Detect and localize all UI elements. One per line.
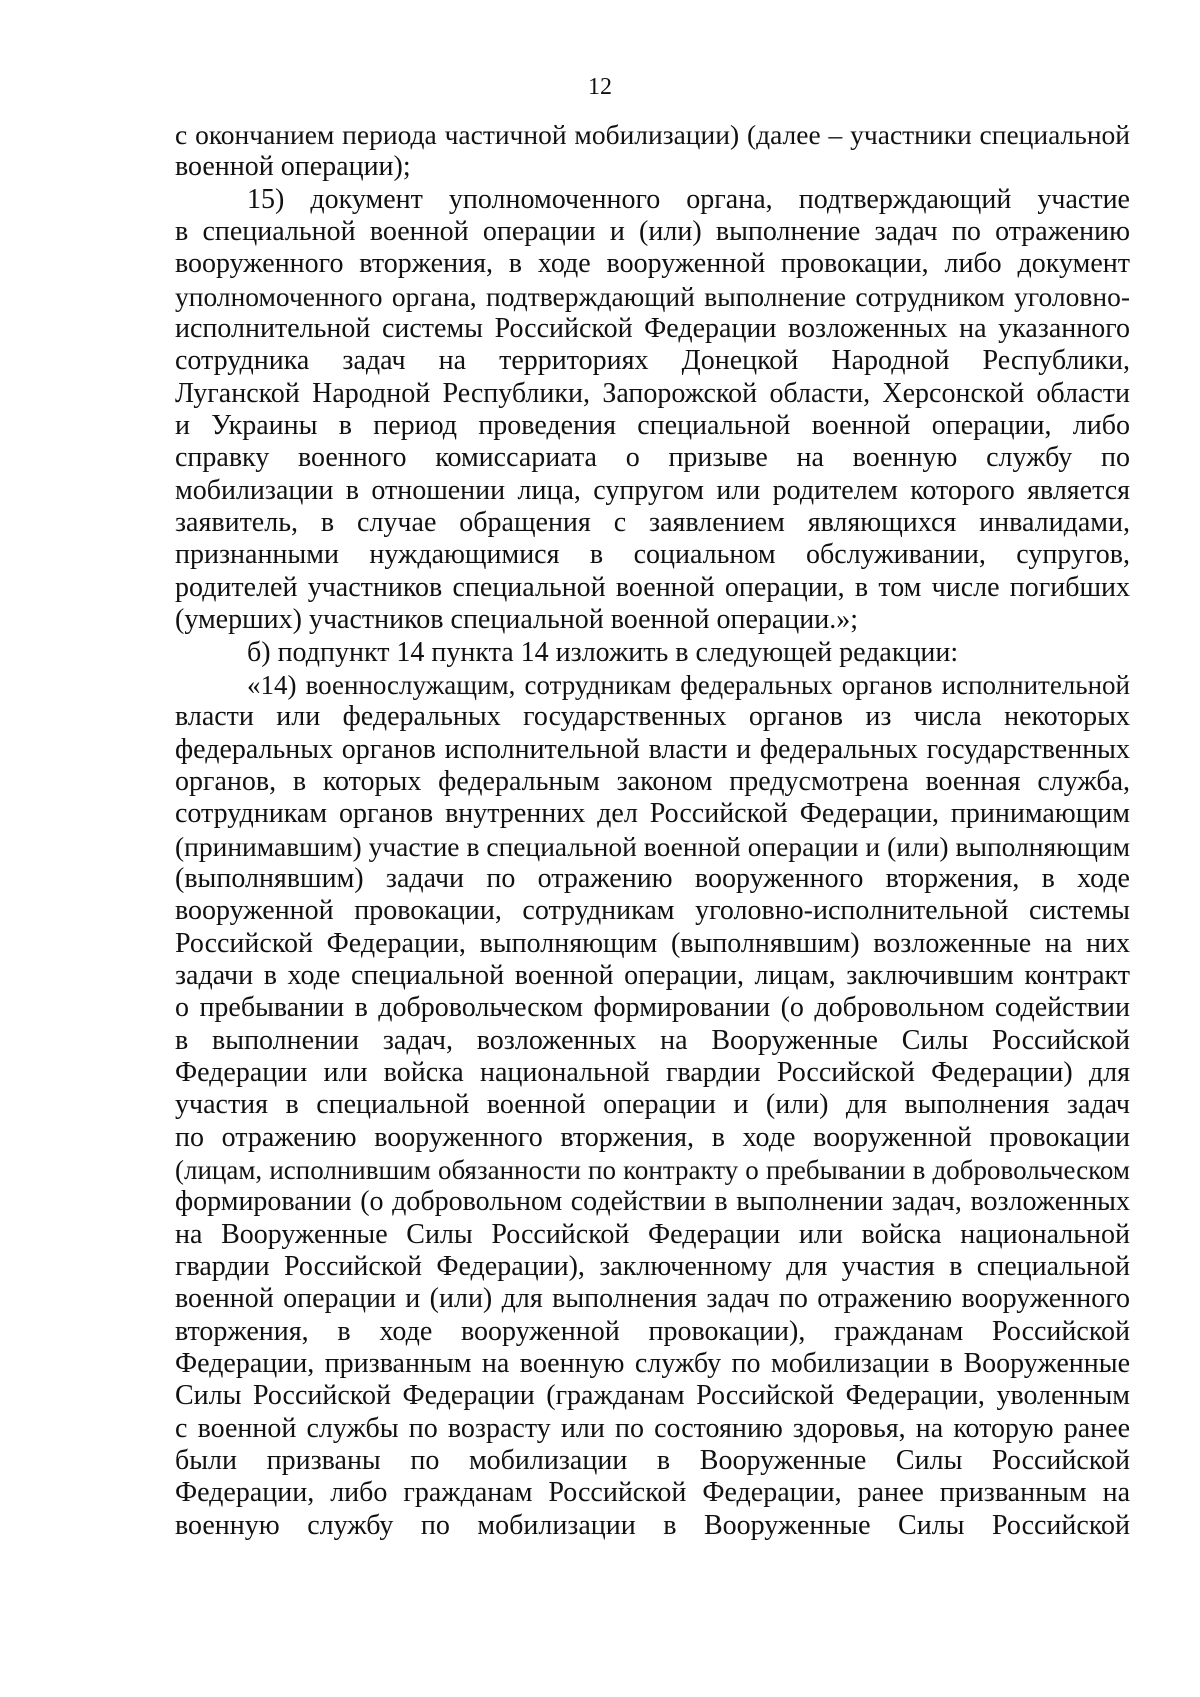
text-line: мобилизации в отношении лица, супругом или родителем которого является xyxy=(175,474,1130,506)
text-line: (принимавшим) участие в специальной военной операции и (или) выполняющим xyxy=(175,830,1130,862)
text-line: сотрудникам органов внутренних дел Российской Федерации, принимающим xyxy=(175,798,1130,830)
text-line: федеральных органов исполнительной власти и федеральных государственных xyxy=(175,733,1130,765)
text-line: Российской Федерации, выполняющим (выполнявшим) возложенные на них xyxy=(175,927,1130,959)
text-line: уполномоченного органа, подтверждающий выполнение сотрудником уголовно- xyxy=(175,280,1130,312)
text-line: военной операции и (или) для выполнения задач по отражению вооруженного xyxy=(175,1283,1130,1315)
text-line: военной операции); xyxy=(175,151,411,183)
text-line: Силы Российской Федерации (гражданам Российской Федерации, уволенным xyxy=(175,1380,1130,1412)
text-line: о пребывании в добровольческом формировании (о добровольном содействии xyxy=(175,992,1130,1024)
text-line: б) подпункт 14 пункта 14 изложить в следующей редакции: xyxy=(247,636,959,668)
text-line: (умерших) участников специальной военной операции.»; xyxy=(175,604,859,636)
text-line: формировании (о добровольном содействии в выполнении задач, возложенных xyxy=(175,1186,1130,1218)
text-line: (лицам, исполнившим обязанности по контракту о пребывании в добровольческом xyxy=(175,1155,1130,1185)
text-line: родителей участников специальной военной операции, в том числе погибших xyxy=(175,571,1130,603)
text-line: вооруженной провокации, сотрудникам уголовно-исполнительной системы xyxy=(175,895,1130,927)
text-line: вооруженного вторжения, в ходе вооруженной провокации, либо документ xyxy=(175,248,1130,280)
text-line: заявитель, в случае обращения с заявлением являющихся инвалидами, xyxy=(175,507,1130,539)
text-line: задачи в ходе специальной военной операции, лицам, заключившим контракт xyxy=(175,959,1130,991)
text-line: военную службу по мобилизации в Вооруженные Силы Российской xyxy=(175,1509,1130,1541)
text-line: «14) военнослужащим, сотрудникам федеральных органов исполнительной xyxy=(247,669,1130,700)
text-line: и Украины в период проведения специальной военной операции, либо xyxy=(175,410,1130,442)
text-line: исполнительной системы Российской Федерации возложенных на указанного xyxy=(175,313,1130,345)
text-line: власти или федеральных государственных органов из числа некоторых xyxy=(175,701,1130,733)
text-line: (выполнявшим) задачи по отражению вооруженного вторжения, в ходе xyxy=(175,862,1130,894)
text-line: Федерации, либо гражданам Российской Федерации, ранее призванным на xyxy=(175,1477,1130,1509)
text-line: с окончанием периода частичной мобилизации) (далее – участники специальной xyxy=(175,119,1130,150)
text-line: Федерации или войска национальной гвардии Российской Федерации) для xyxy=(175,1056,1130,1088)
text-line: с военной службы по возрасту или по состоянию здоровья, на которую ранее xyxy=(175,1412,1130,1444)
text-line: участия в специальной военной операции и (или) для выполнения задач xyxy=(175,1089,1130,1121)
text-line: по отражению вооруженного вторжения, в ходе вооруженной провокации xyxy=(175,1121,1130,1153)
text-line: на Вооруженные Силы Российской Федерации или войска национальной xyxy=(175,1218,1130,1250)
text-line: вторжения, в ходе вооруженной провокации), гражданам Российской xyxy=(175,1315,1130,1347)
text-line: в выполнении задач, возложенных на Вооруженные Силы Российской xyxy=(175,1024,1130,1056)
text-line: 15) документ уполномоченного органа, подтверждающий участие xyxy=(247,183,1130,215)
text-line: в специальной военной операции и (или) выполнение задач по отражению xyxy=(175,216,1130,248)
page-number: 12 xyxy=(588,74,612,100)
document-body xyxy=(175,119,1130,1542)
text-line: справку военного комиссариата о призыве на военную службу по xyxy=(175,442,1130,474)
text-line: признанными нуждающимися в социальном обслуживании, супругов, xyxy=(175,539,1130,571)
text-line: сотрудника задач на территориях Донецкой Народной Республики, xyxy=(175,345,1130,377)
text-line: Луганской Народной Республики, Запорожской области, Херсонской области xyxy=(175,377,1130,409)
text-line: были призваны по мобилизации в Вооруженные Силы Российской xyxy=(175,1445,1130,1477)
text-line: гвардии Российской Федерации), заключенному для участия в специальной xyxy=(175,1251,1130,1283)
text-line: органов, в которых федеральным законом предусмотрена военная служба, xyxy=(175,765,1130,797)
text-line: Федерации, призванным на военную службу по мобилизации в Вооруженные xyxy=(175,1348,1130,1380)
